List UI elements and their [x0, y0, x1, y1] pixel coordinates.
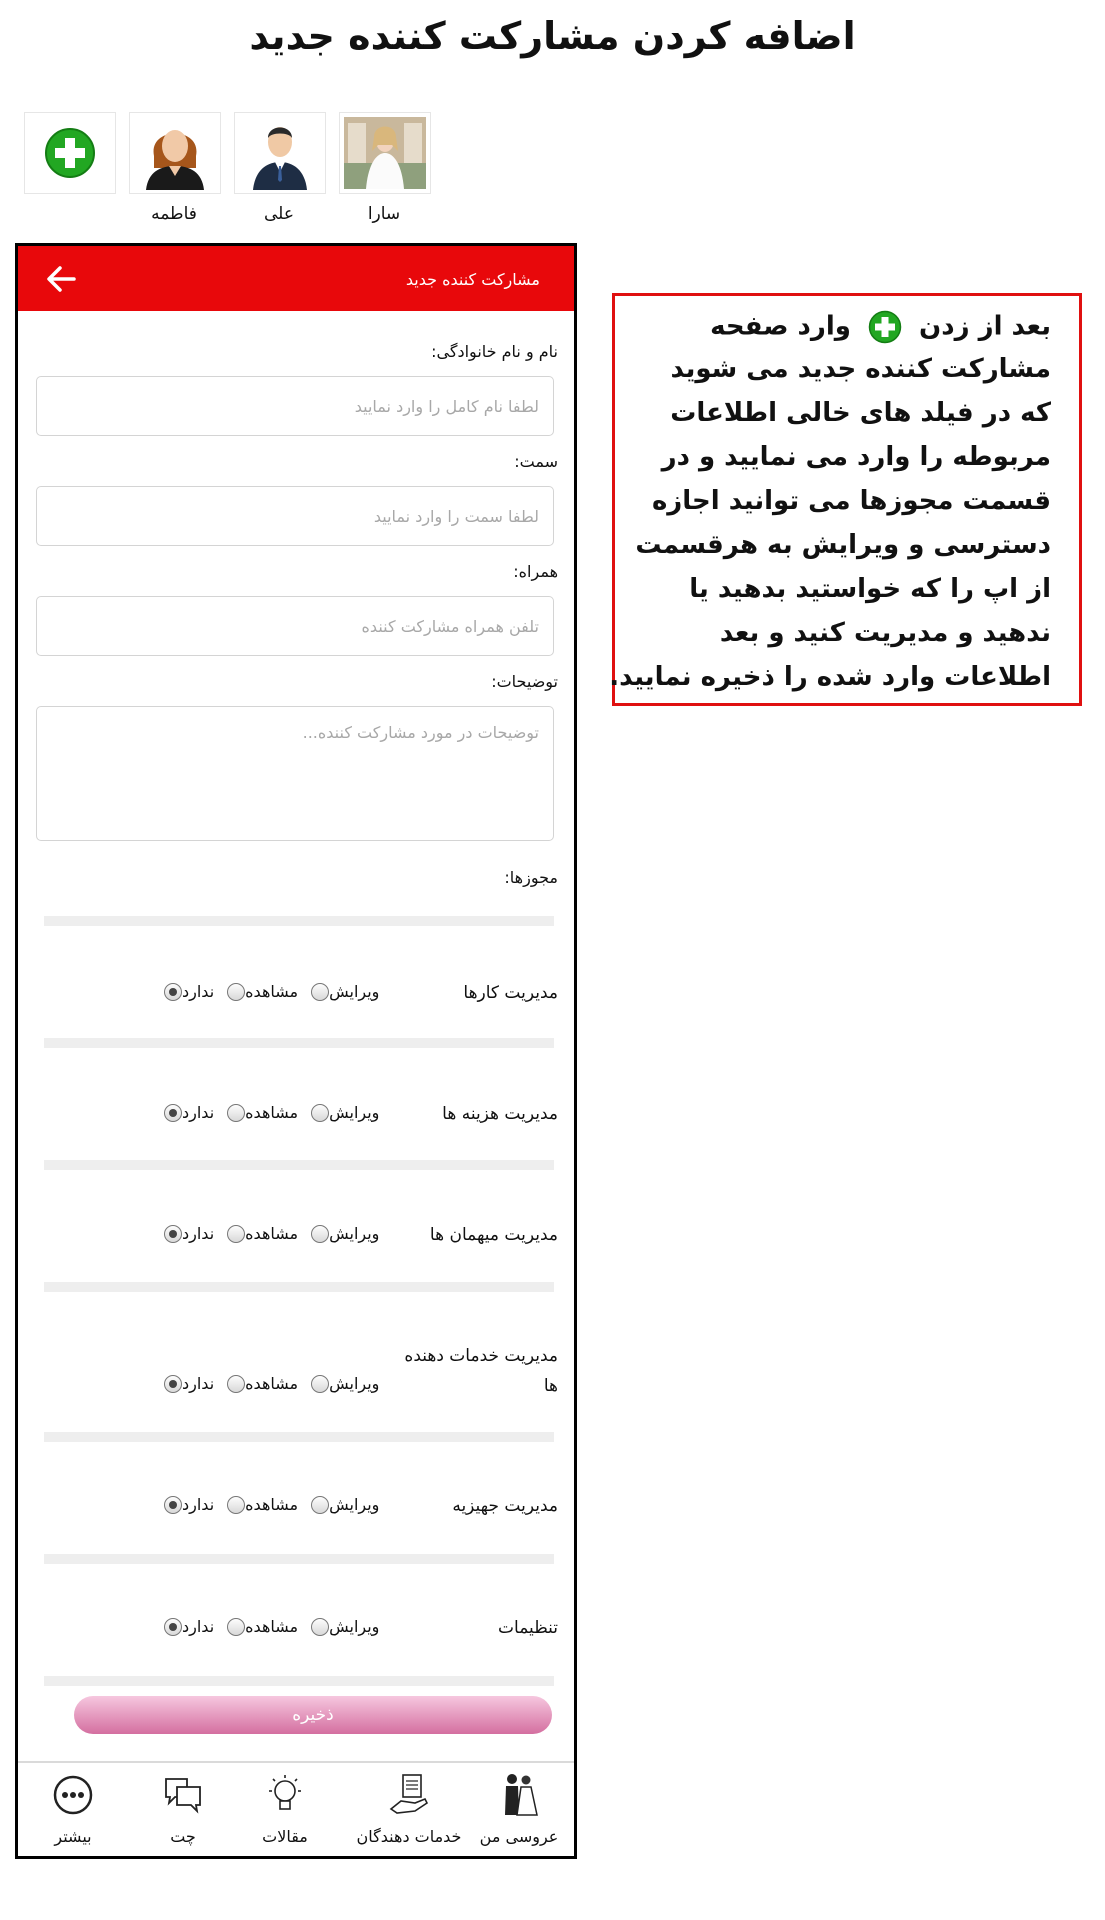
- instruction-line: اطلاعات وارد شده را ذخیره نمایید.: [609, 662, 1051, 692]
- instruction-line: دسترسی و ویرایش به هرقسمت: [635, 530, 1051, 560]
- add-participant-button[interactable]: [24, 112, 116, 194]
- instruction-line: قسمت مجوزها می توانید اجازه: [651, 486, 1051, 516]
- permission-label: مدیریت میهمان ها: [429, 1225, 558, 1245]
- nav-label: عروسی من: [479, 1827, 559, 1846]
- separator: [44, 1160, 554, 1170]
- app-screen: [15, 243, 577, 1859]
- radio-none[interactable]: ندارد: [161, 1495, 214, 1514]
- radio-view[interactable]: مشاهده: [224, 1374, 298, 1393]
- app-bar: [18, 246, 574, 311]
- nav-service-providers[interactable]: [344, 1763, 474, 1858]
- permission-label: مدیریت کارها: [463, 983, 558, 1003]
- green-plus-icon: [868, 310, 902, 344]
- radio-none[interactable]: ندارد: [161, 1103, 214, 1122]
- radio-selected-icon: [164, 1104, 182, 1122]
- participant-name: سارا: [367, 204, 401, 224]
- radio-icon: [227, 983, 245, 1001]
- participant-avatar-sara[interactable]: [339, 112, 431, 194]
- description-field[interactable]: [36, 706, 554, 841]
- nav-more[interactable]: [18, 1763, 128, 1858]
- bottom-nav: [18, 1761, 574, 1858]
- permission-options: [151, 1103, 391, 1122]
- permission-options: [151, 982, 391, 1001]
- radio-icon: [311, 1496, 329, 1514]
- role-label: سمت:: [514, 452, 558, 471]
- participant-name: علی: [264, 204, 294, 224]
- chat-bubbles-icon: [163, 1773, 203, 1817]
- radio-view[interactable]: مشاهده: [224, 982, 298, 1001]
- separator: [44, 1676, 554, 1686]
- name-label: نام و نام خانوادگی:: [431, 342, 558, 361]
- save-button[interactable]: ذخیره: [74, 1696, 552, 1734]
- woman-avatar-icon: [140, 116, 210, 190]
- radio-icon: [227, 1104, 245, 1122]
- permission-label: مدیریت هزینه ها: [442, 1104, 558, 1124]
- permission-options: [151, 1224, 391, 1243]
- radio-edit[interactable]: ویرایش: [308, 1103, 379, 1122]
- separator: [44, 1554, 554, 1564]
- permission-label: مدیریت خدمات دهنده ها: [404, 1346, 558, 1396]
- man-avatar-icon: [245, 116, 315, 190]
- radio-edit[interactable]: ویرایش: [308, 1224, 379, 1243]
- radio-icon: [227, 1225, 245, 1243]
- service-hand-icon: [389, 1773, 429, 1817]
- radio-icon: [227, 1375, 245, 1393]
- nav-my-wedding[interactable]: [464, 1763, 574, 1858]
- participant-name: فاطمه: [151, 204, 197, 224]
- bride-photo-icon: [344, 117, 426, 189]
- separator: [44, 916, 554, 926]
- radio-view[interactable]: مشاهده: [224, 1224, 298, 1243]
- radio-selected-icon: [164, 1225, 182, 1243]
- radio-edit[interactable]: ویرایش: [308, 1617, 379, 1636]
- radio-selected-icon: [164, 1375, 182, 1393]
- radio-view[interactable]: مشاهده: [224, 1617, 298, 1636]
- instruction-line: مربوطه را وارد می نمایید و در: [661, 442, 1051, 472]
- participant-avatar-ali[interactable]: [234, 112, 326, 194]
- separator: [44, 1282, 554, 1292]
- phone-label: همراه:: [513, 562, 558, 581]
- more-dots-icon: [53, 1773, 93, 1817]
- separator: [44, 1038, 554, 1048]
- radio-icon: [227, 1618, 245, 1636]
- instruction-box: [609, 293, 1082, 706]
- lightbulb-icon: [265, 1773, 305, 1817]
- instruction-line: که در فیلد های خالی اطلاعات: [670, 398, 1051, 428]
- nav-articles[interactable]: [230, 1763, 340, 1858]
- radio-view[interactable]: مشاهده: [224, 1103, 298, 1122]
- permission-label: تنظیمات: [498, 1618, 558, 1638]
- radio-icon: [227, 1496, 245, 1514]
- nav-label: خدمات دهندگان: [356, 1827, 462, 1846]
- radio-none[interactable]: ندارد: [161, 1374, 214, 1393]
- nav-chat[interactable]: [128, 1763, 238, 1858]
- radio-edit[interactable]: ویرایش: [308, 1374, 379, 1393]
- instruction-line: ندهید و مدیریت کنید و بعد: [719, 618, 1051, 648]
- couple-icon: [499, 1773, 539, 1817]
- participant-avatar-fatemeh[interactable]: [129, 112, 221, 194]
- permission-options: [151, 1617, 391, 1636]
- instruction-line: از اپ را که خواستید بدهید یا: [689, 574, 1051, 604]
- permission-options: [151, 1374, 391, 1393]
- radio-icon: [311, 1375, 329, 1393]
- green-plus-icon: [44, 127, 96, 179]
- description-label: توضیحات:: [491, 672, 558, 691]
- arrow-left-icon[interactable]: [44, 262, 78, 296]
- radio-view[interactable]: مشاهده: [224, 1495, 298, 1514]
- radio-none[interactable]: ندارد: [161, 982, 214, 1001]
- radio-icon: [311, 1225, 329, 1243]
- radio-none[interactable]: ندارد: [161, 1617, 214, 1636]
- app-bar-title: مشارکت کننده جدید: [405, 270, 540, 289]
- radio-selected-icon: [164, 1496, 182, 1514]
- radio-icon: [311, 1104, 329, 1122]
- radio-selected-icon: [164, 1618, 182, 1636]
- radio-selected-icon: [164, 983, 182, 1001]
- role-field[interactable]: [36, 486, 554, 546]
- name-field[interactable]: [36, 376, 554, 436]
- permissions-title: مجوزها:: [504, 868, 558, 887]
- instruction-line-first: بعد از زدن وارد صفحه: [710, 310, 1051, 344]
- instruction-line: مشارکت کننده جدید می شوید: [670, 354, 1051, 384]
- nav-label: مقالات: [262, 1827, 308, 1846]
- phone-field[interactable]: [36, 596, 554, 656]
- radio-icon: [311, 983, 329, 1001]
- permission-options: [151, 1495, 391, 1514]
- radio-edit[interactable]: ویرایش: [308, 1495, 379, 1514]
- nav-label: بیشتر: [54, 1827, 92, 1846]
- radio-edit[interactable]: ویرایش: [308, 982, 379, 1001]
- page-title: اضافه کردن مشارکت کننده جدید: [249, 14, 856, 58]
- permission-label: مدیریت جهیزیه: [452, 1496, 558, 1516]
- separator: [44, 1432, 554, 1442]
- radio-icon: [311, 1618, 329, 1636]
- radio-none[interactable]: ندارد: [161, 1224, 214, 1243]
- nav-label: چت: [170, 1827, 196, 1846]
